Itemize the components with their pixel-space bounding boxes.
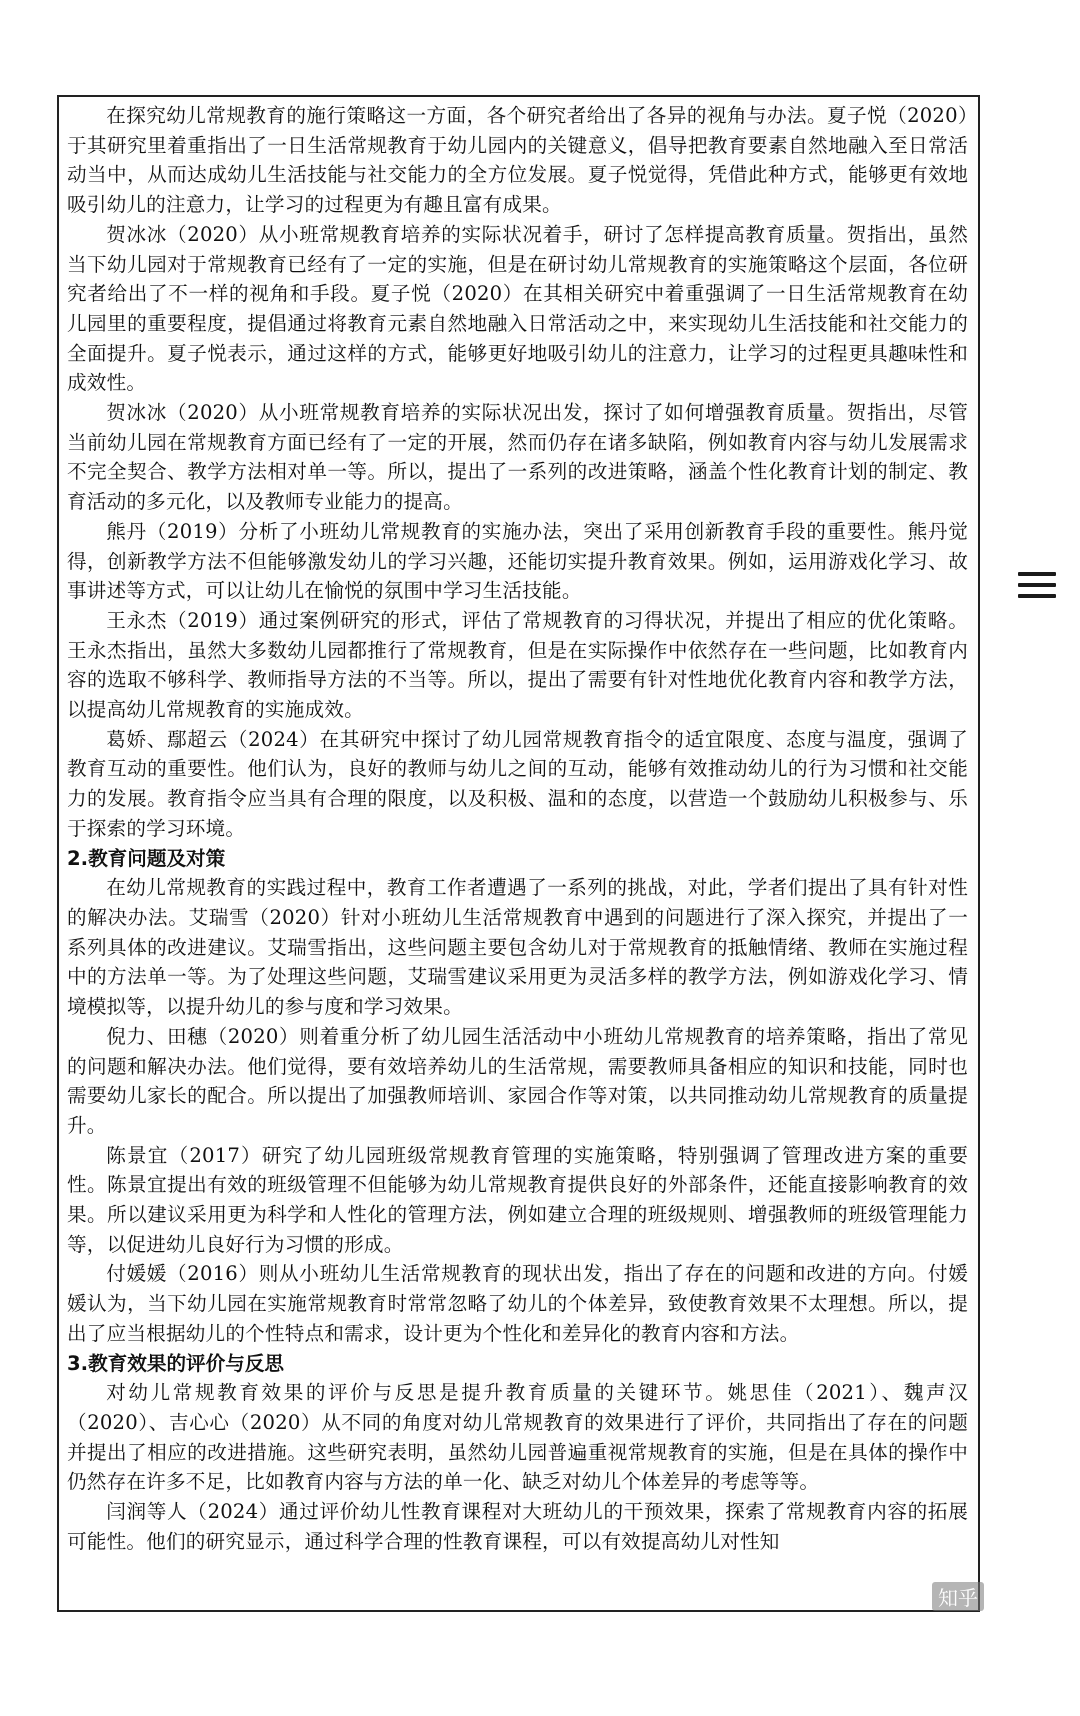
menu-icon-bar [1018, 594, 1056, 598]
paragraph: 陈景宜（2017）研究了幼儿园班级常规教育管理的实施策略，特别强调了管理改进方案的重要性。陈景宜提出有效的班级管理不但能够为幼儿常规教育提供良好的外部条件，还能直接影响教育的效果。所以建议采用更为科学和人性化的管理方法，例如建立合理的班级规则、增强教师的班级管理能力等，以促进幼儿良好行为习惯的形成。 [67, 1143, 968, 1256]
paragraph: 对幼儿常规教育效果的评价与反思是提升教育质量的关键环节。姚思佳（2021）、魏声汉（2020）、吉心心（2020）从不同的角度对幼儿常规教育的效果进行了评价，共同指出了存在的问题并提出了相应的改进措施。这些研究表明，虽然幼儿园普遍重视常规教育的实施，但是在具体的操作中仍然存在许多不足，比如教育内容与方法的单一化、缺乏对幼儿个体差异的考虑等等。 [67, 1381, 968, 1494]
paragraph: 贺冰冰（2020）从小班常规教育培养的实际状况着手，研讨了怎样提高教育质量。贺指出，虽然当下幼儿园对于常规教育已经有了一定的实施，但是在研讨幼儿常规教育的实施策略这个层面，各位研究者给出了不一样的视角和手段。夏子悦（2020）在其相关研究中着重强调了一日生活常规教育在幼儿园里的重要程度，提倡通过将教育元素自然地融入日常活动之中，来实现幼儿生活技能和社交能力的全面提升。夏子悦表示，通过这样的方式，能够更好地吸引幼儿的注意力，让学习的过程更具趣味性和成效性。 [67, 222, 968, 395]
watermark: 知乎 [932, 1582, 984, 1611]
menu-icon-bar [1018, 583, 1056, 587]
paragraph: 付媛媛（2016）则从小班幼儿生活常规教育的现状出发，指出了存在的问题和改进的方向。付媛媛认为，当下幼儿园在实施常规教育时常常忽略了幼儿的个体差异，致使教育效果不太理想。所以，提出了应当根据幼儿的个性特点和需求，设计更为个性化和差异化的教育内容和方法。 [67, 1262, 968, 1345]
document-page [57, 95, 980, 1612]
paragraph: 倪力、田穗（2020）则着重分析了幼儿园生活活动中小班幼儿常规教育的培养策略，指出了常见的问题和解决办法。他们觉得，要有效培养幼儿的生活常规，需要教师具备相应的知识和技能，同时也需要幼儿家长的配合。所以提出了加强教师培训、家园合作等对策，以共同推动幼儿常规教育的质量提升。 [67, 1024, 968, 1137]
paragraph: 贺冰冰（2020）从小班常规教育培养的实际状况出发，探讨了如何增强教育质量。贺指出，尽管当前幼儿园在常规教育方面已经有了一定的开展，然而仍存在诸多缺陷，例如教育内容与幼儿发展需求不完全契合、教学方法相对单一等。所以，提出了一系列的改进策略，涵盖个性化教育计划的制定、教育活动的多元化，以及教师专业能力的提高。 [67, 401, 968, 514]
paragraph: 王永杰（2019）通过案例研究的形式，评估了常规教育的习得状况，并提出了相应的优化策略。王永杰指出，虽然大多数幼儿园都推行了常规教育，但是在实际操作中依然存在一些问题，比如教育内容的选取不够科学、教师指导方法的不当等。所以，提出了需要有针对性地优化教育内容和教学方法，以提高幼儿常规教育的实施成效。 [67, 608, 968, 722]
menu-icon-bar [1018, 572, 1056, 576]
paragraph: 葛娇、鄢超云（2024）在其研究中探讨了幼儿园常规教育指令的适宜限度、态度与温度，强调了教育互动的重要性。他们认为，良好的教师与幼儿之间的互动，能够有效推动幼儿的行为习惯和社交能力的发展。教育指令应当具有合理的限度，以及积极、温和的态度，以营造一个鼓励幼儿积极参与、乐于探索的学习环境。 [67, 727, 968, 840]
section-heading: 3.教育效果的评价与反思 [67, 1351, 285, 1375]
paragraph: 在探究幼儿常规教育的施行策略这一方面，各个研究者给出了各异的视角与办法。夏子悦（2020）于其研究里着重指出了一日生活常规教育于幼儿园内的关键意义，倡导把教育要素自然地融入至日常活动当中，从而达成幼儿生活技能与社交能力的全方位发展。夏子悦觉得，凭借此种方式，能够更有效地吸引幼儿的注意力，让学习的过程更为有趣且富有成果。 [67, 104, 968, 217]
paragraph: 在幼儿常规教育的实践过程中，教育工作者遭遇了一系列的挑战，对此，学者们提出了具有针对性的解决办法。艾瑞雪（2020）针对小班幼儿生活常规教育中遇到的问题进行了深入探究，并提出了一系列具体的改进建议。艾瑞雪指出，这些问题主要包含幼儿对于常规教育的抵触情绪、教师在实施过程中的方法单一等。为了处理这些问题，艾瑞雪建议采用更为灵活多样的教学方法，例如游戏化学习、情境模拟等，以提升幼儿的参与度和学习效果。 [67, 876, 968, 1019]
paragraph: 闫润等人（2024）通过评价幼儿性教育课程对大班幼儿的干预效果，探索了常规教育内容的拓展可能性。他们的研究显示，通过科学合理的性教育课程，可以有效提高幼儿对性知 [67, 1500, 968, 1553]
paragraph: 熊丹（2019）分析了小班幼儿常规教育的实施办法，突出了采用创新教育手段的重要性。熊丹觉得，创新教学方法不但能够激发幼儿的学习兴趣，还能切实提升教育效果。例如，运用游戏化学习、故事讲述等方式，可以让幼儿在愉悦的氛围中学习生活技能。 [67, 519, 968, 603]
section-heading: 2.教育问题及对策 [67, 846, 226, 870]
menu-icon[interactable] [1018, 572, 1056, 598]
